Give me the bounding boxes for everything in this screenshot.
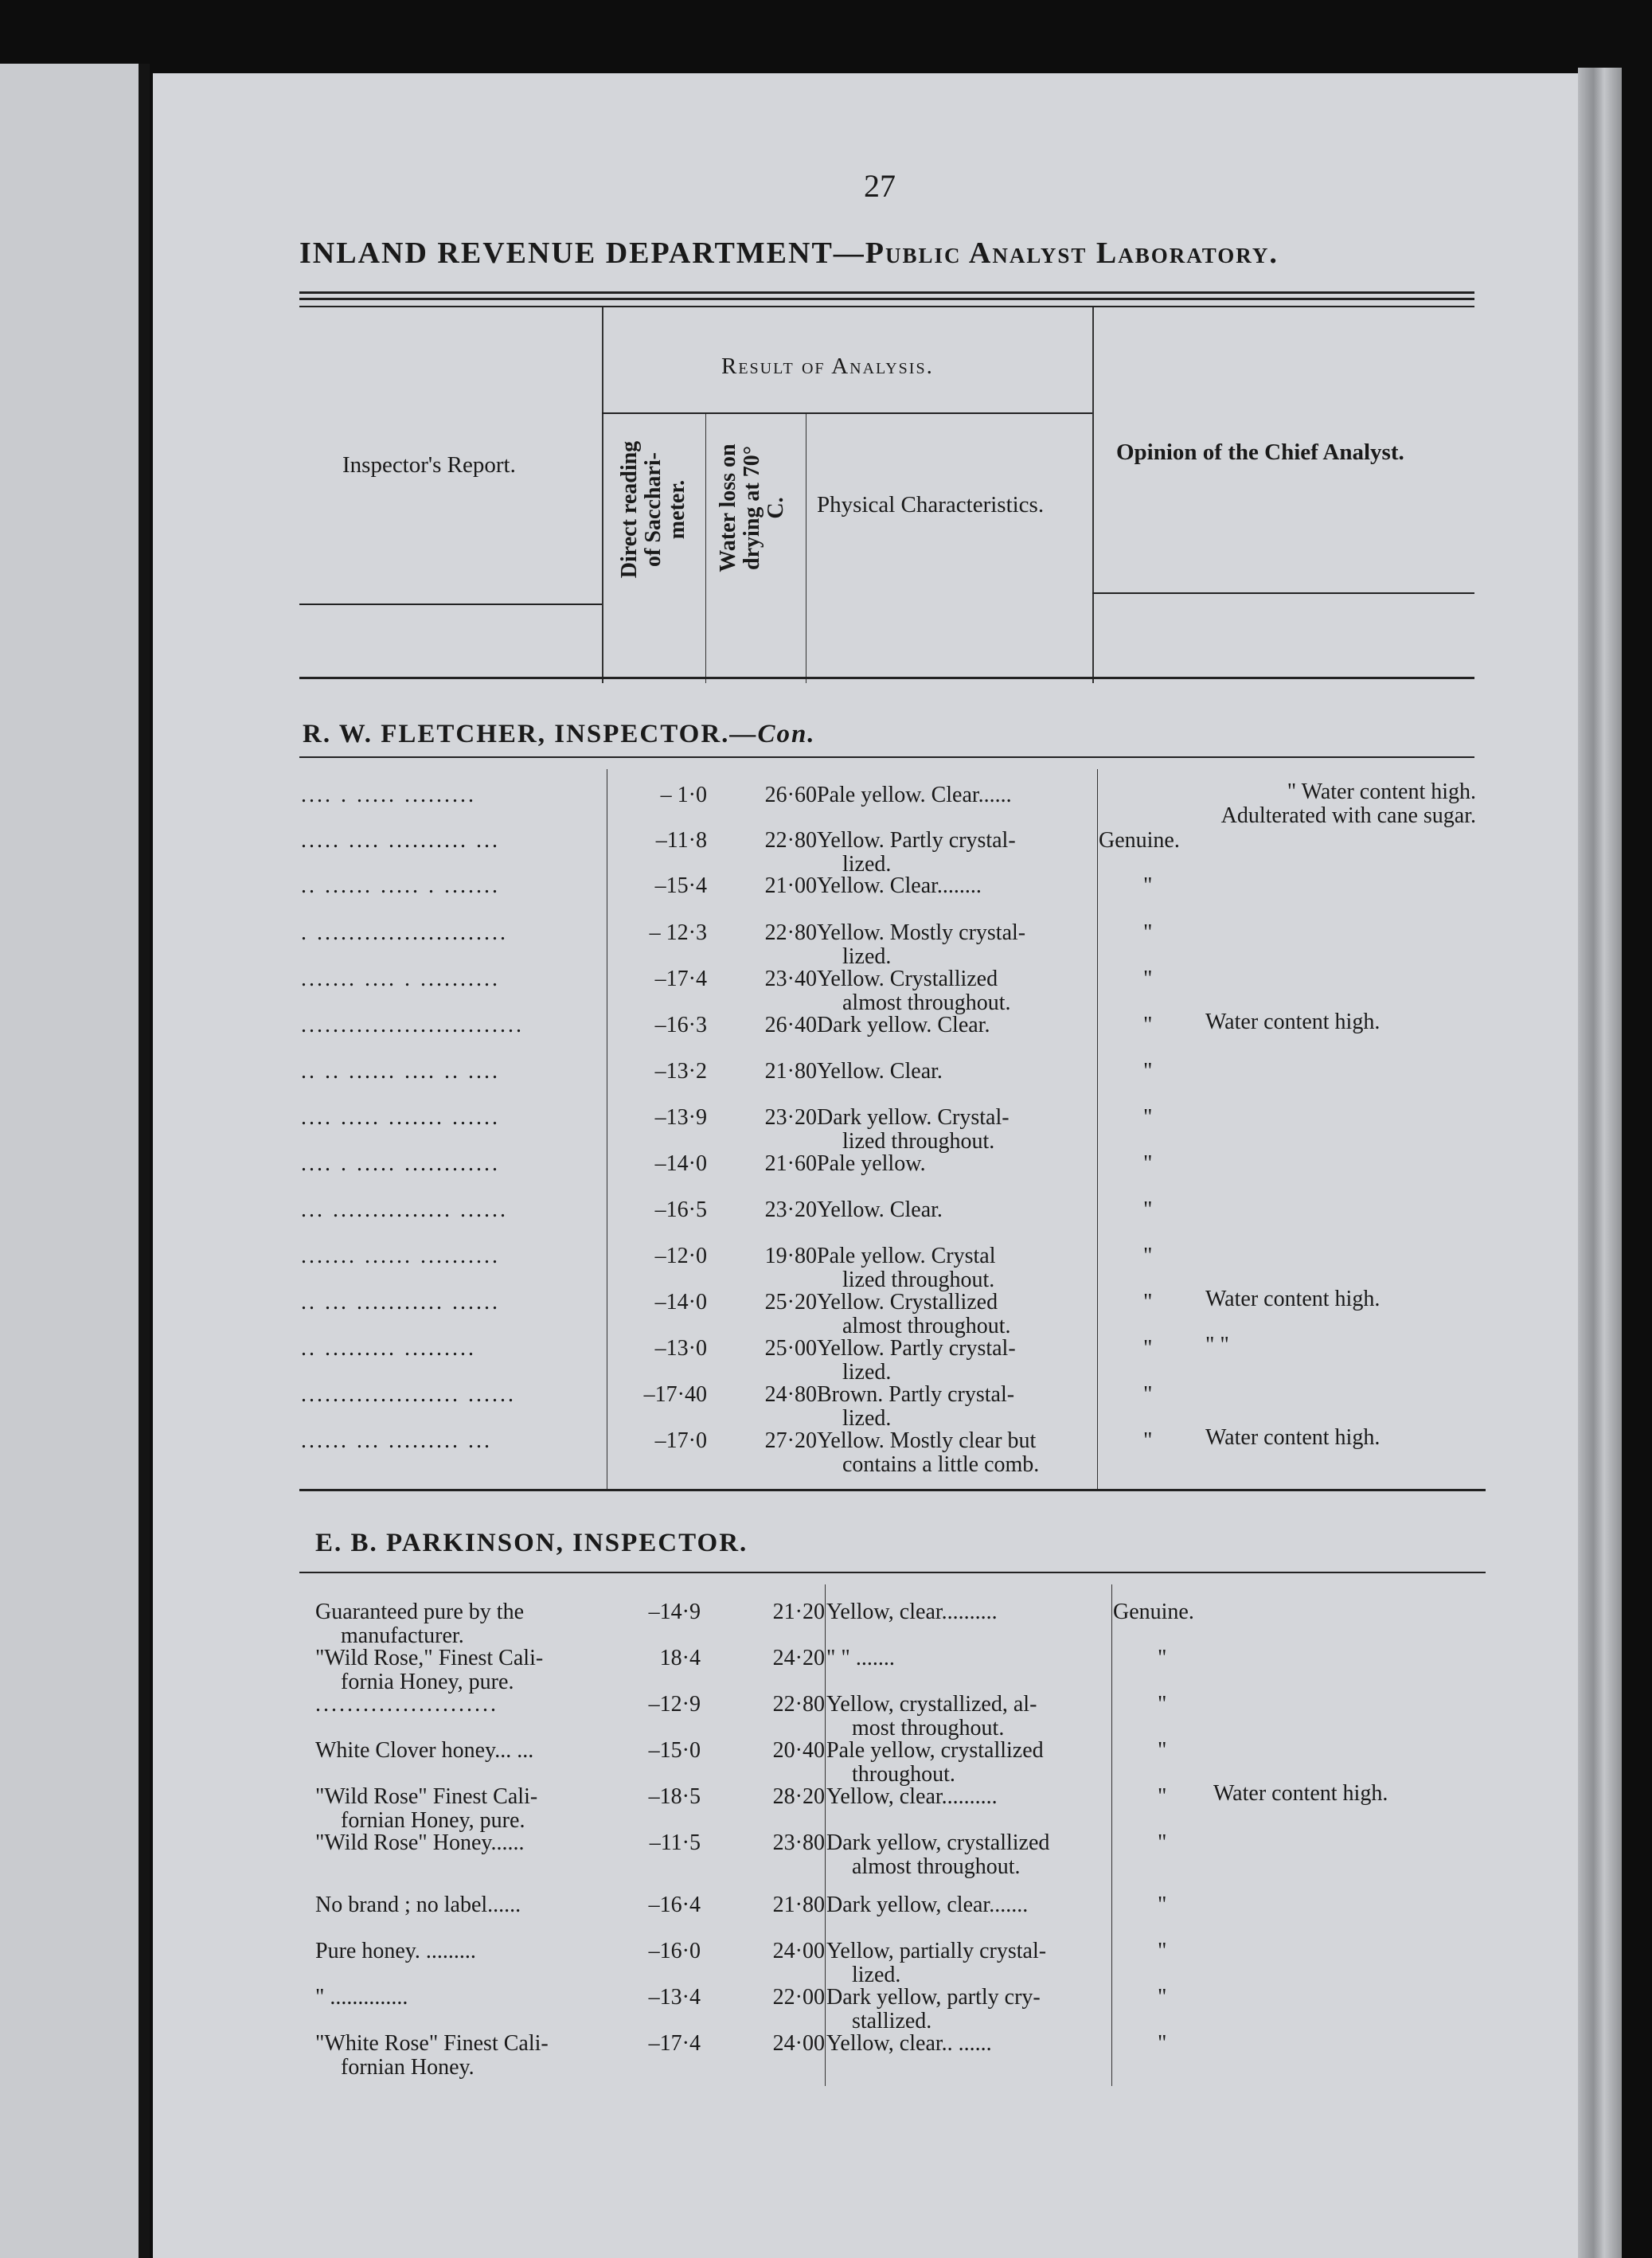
row-water-loss: 23·40 bbox=[764, 967, 817, 991]
row-opinion-text: " " bbox=[1205, 1333, 1229, 1358]
physical-line: lized. bbox=[852, 1963, 901, 1987]
row-opinion-text: Water content high. bbox=[1205, 1425, 1381, 1450]
row-opinion: " bbox=[1158, 1692, 1167, 1717]
physical-line: Pale yellow, crystallized bbox=[826, 1738, 1044, 1763]
row-report bbox=[315, 1647, 619, 1694]
row-saccharimeter: –13·9 bbox=[654, 1105, 707, 1130]
physical-line: Yellow. Clear........ bbox=[817, 873, 982, 898]
report-leader: ....... .... . .......... bbox=[301, 967, 500, 991]
row-opinion: " bbox=[1143, 1151, 1153, 1176]
row-opinion: " bbox=[1143, 1244, 1153, 1268]
row-opinion: Genuine. bbox=[1099, 828, 1180, 853]
row-water-loss: 26·40 bbox=[764, 1013, 817, 1037]
physical-line: Yellow, partially crystal- bbox=[826, 1939, 1047, 1963]
physical-line: lized throughout. bbox=[842, 1268, 995, 1292]
row-opinion: " bbox=[1143, 1197, 1153, 1222]
report-line: manufacturer. bbox=[341, 1623, 464, 1648]
physical-line: throughout. bbox=[852, 1762, 955, 1787]
physical-line: Yellow. Mostly clear but bbox=[817, 1428, 1037, 1453]
physical-line: Yellow. Mostly crystal- bbox=[817, 920, 1026, 945]
row-report bbox=[315, 1831, 619, 1855]
physical-line: Pale yellow. Clear...... bbox=[817, 783, 1012, 807]
report-leader: .. ......... ......... bbox=[301, 1336, 476, 1361]
row-report bbox=[301, 1244, 600, 1268]
row-opinion: " bbox=[1158, 1985, 1167, 2010]
header-inspector-report: Inspector's Report. bbox=[342, 452, 516, 478]
row-saccharimeter: –11·5 bbox=[649, 1830, 701, 1855]
opinion-line: Adulterated with cane sugar. bbox=[1220, 803, 1476, 828]
section-2-divider-b bbox=[1111, 1584, 1112, 2086]
row-physical bbox=[817, 1152, 1097, 1176]
section-heading-fletcher-suffix: —Con. bbox=[729, 720, 816, 748]
physical-line: Yellow. Partly crystal- bbox=[817, 1336, 1016, 1361]
row-report bbox=[315, 1893, 619, 1917]
row-saccharimeter: –15·4 bbox=[654, 873, 707, 898]
title-sep: — bbox=[833, 236, 865, 270]
row-physical bbox=[826, 1831, 1108, 1879]
row-saccharimeter: –17·4 bbox=[654, 967, 707, 991]
row-opinion: " bbox=[1158, 1830, 1167, 1855]
row-saccharimeter: –14·0 bbox=[654, 1151, 707, 1176]
physical-line: Yellow, clear.. ...... bbox=[826, 2031, 992, 2056]
row-saccharimeter: 18·4 bbox=[659, 1646, 701, 1670]
report-line: "Wild Rose" Finest Cali- bbox=[315, 1784, 538, 1809]
physical-line: Dark yellow. Clear. bbox=[817, 1013, 990, 1037]
row-water-loss: 22·00 bbox=[772, 1985, 825, 2010]
report-leader: .... . ..... ............ bbox=[301, 1151, 500, 1176]
row-report bbox=[301, 1291, 600, 1315]
report-leader: .. ...... ..... . ....... bbox=[301, 873, 500, 898]
physical-line: contains a little comb. bbox=[842, 1452, 1040, 1477]
row-saccharimeter: –17·40 bbox=[643, 1382, 707, 1407]
row-report bbox=[315, 1600, 619, 1648]
row-physical bbox=[817, 1337, 1097, 1385]
physical-line: Pale yellow. Crystal bbox=[817, 1244, 996, 1268]
row-water-loss: 21·00 bbox=[764, 873, 817, 898]
row-report bbox=[301, 783, 600, 807]
row-report bbox=[301, 1106, 600, 1130]
row-water-loss: 20·40 bbox=[772, 1738, 825, 1763]
row-water-loss: 21·20 bbox=[772, 1600, 825, 1624]
report-line: " .............. bbox=[315, 1985, 408, 2010]
row-opinion bbox=[1103, 780, 1476, 828]
row-water-loss: 21·60 bbox=[764, 1151, 817, 1176]
row-opinion-text: Water content high. bbox=[1205, 1287, 1381, 1311]
row-water-loss: 26·60 bbox=[764, 783, 817, 807]
row-opinion: " bbox=[1158, 1738, 1167, 1763]
row-report bbox=[315, 1785, 619, 1833]
row-saccharimeter: –14·0 bbox=[654, 1290, 707, 1315]
row-physical bbox=[826, 1986, 1108, 2033]
header-top-rule bbox=[299, 291, 1474, 294]
row-opinion-ditto: " bbox=[1143, 1013, 1153, 1037]
physical-line: lized. bbox=[842, 1406, 892, 1431]
row-physical bbox=[826, 1785, 1108, 1809]
page-number: 27 bbox=[864, 168, 896, 204]
report-leader: ... ............... ...... bbox=[301, 1197, 508, 1222]
physical-line: Dark yellow, clear....... bbox=[826, 1893, 1029, 1917]
row-saccharimeter: – 12·3 bbox=[649, 920, 707, 945]
row-report bbox=[315, 2032, 619, 2080]
report-leader: ....................... bbox=[315, 1692, 498, 1717]
row-opinion: " bbox=[1158, 1646, 1167, 1670]
row-physical bbox=[817, 921, 1097, 969]
physical-line: Yellow. Clear. bbox=[817, 1059, 943, 1084]
row-physical bbox=[826, 1893, 1108, 1917]
row-opinion-text: Water content high. bbox=[1205, 1010, 1381, 1034]
row-physical bbox=[826, 1600, 1108, 1624]
physical-line: Yellow, clear.......... bbox=[826, 1600, 998, 1624]
adjacent-page bbox=[0, 64, 150, 2258]
header-divider-2 bbox=[705, 414, 706, 683]
row-physical bbox=[817, 1291, 1097, 1338]
physical-line: Yellow. Partly crystal- bbox=[817, 828, 1016, 853]
report-line: "White Rose" Finest Cali- bbox=[315, 2031, 549, 2056]
row-water-loss: 24·80 bbox=[764, 1382, 817, 1407]
report-leader: ............................ bbox=[301, 1013, 524, 1037]
row-report bbox=[301, 1152, 600, 1176]
section-heading-fletcher bbox=[303, 720, 816, 749]
physical-line: Yellow. Crystallized bbox=[817, 967, 998, 991]
section-2-rule bbox=[299, 1572, 1486, 1573]
row-physical bbox=[817, 874, 1097, 898]
row-water-loss: 25·00 bbox=[764, 1336, 817, 1361]
row-saccharimeter: – 1·0 bbox=[660, 783, 707, 807]
header-direct-reading-line2: of Sacchari- bbox=[641, 452, 666, 567]
row-physical bbox=[817, 967, 1097, 1015]
row-water-loss: 21·80 bbox=[764, 1059, 817, 1084]
row-opinion: " bbox=[1158, 1939, 1167, 1963]
row-report bbox=[301, 1060, 600, 1084]
row-saccharimeter: –13·0 bbox=[654, 1336, 707, 1361]
row-report bbox=[301, 1383, 600, 1407]
title-lab: Public Analyst Laboratory. bbox=[865, 236, 1279, 270]
report-leader: .................... ...... bbox=[301, 1382, 516, 1407]
row-report bbox=[301, 1429, 600, 1453]
row-opinion: " bbox=[1143, 920, 1153, 945]
section-1-rule bbox=[299, 756, 1474, 758]
row-water-loss: 22·80 bbox=[772, 1692, 825, 1717]
header-water-loss-line1: Water loss on bbox=[716, 443, 740, 572]
physical-line: lized. bbox=[842, 944, 892, 969]
report-leader: . ........................ bbox=[301, 920, 508, 945]
row-opinion: " bbox=[1143, 1059, 1153, 1084]
row-physical bbox=[826, 1739, 1108, 1787]
report-line: No brand ; no label...... bbox=[315, 1893, 521, 1917]
row-physical bbox=[826, 1647, 1108, 1670]
report-line: Guaranteed pure by the bbox=[315, 1600, 524, 1624]
physical-line: Yellow. Crystallized bbox=[817, 1290, 998, 1315]
header-water-loss bbox=[717, 422, 788, 594]
section-1-divider-b bbox=[1097, 769, 1098, 1490]
physical-line: Dark yellow, partly cry- bbox=[826, 1985, 1041, 2010]
report-line: Pure honey. ......... bbox=[315, 1939, 476, 1963]
row-opinion: Genuine. bbox=[1113, 1600, 1194, 1624]
row-opinion: " bbox=[1143, 967, 1153, 991]
physical-line: stallized. bbox=[852, 2009, 932, 2033]
row-report bbox=[301, 1014, 600, 1037]
section-heading-parkinson bbox=[315, 1529, 748, 1558]
row-water-loss: 24·00 bbox=[772, 2031, 825, 2056]
row-water-loss: 23·20 bbox=[764, 1105, 817, 1130]
header-top-rule-2 bbox=[299, 298, 1474, 300]
physical-line: almost throughout. bbox=[842, 990, 1011, 1015]
row-saccharimeter: –13·2 bbox=[654, 1059, 707, 1084]
row-report bbox=[315, 1940, 619, 1963]
row-saccharimeter: –14·9 bbox=[648, 1600, 701, 1624]
header-divider-4 bbox=[1092, 307, 1094, 683]
physical-line: " " ....... bbox=[826, 1646, 895, 1670]
row-report bbox=[301, 1337, 600, 1361]
row-physical bbox=[817, 1106, 1097, 1154]
row-water-loss: 28·20 bbox=[772, 1784, 825, 1809]
row-opinion-ditto: " bbox=[1143, 1290, 1153, 1315]
report-leader: ....... ...... .......... bbox=[301, 1244, 500, 1268]
row-saccharimeter: –13·4 bbox=[648, 1985, 701, 2010]
physical-line: almost throughout. bbox=[842, 1314, 1011, 1338]
row-saccharimeter: –16·4 bbox=[648, 1893, 701, 1917]
row-physical bbox=[817, 1014, 1097, 1037]
header-direct-reading-line1: Direct reading bbox=[617, 440, 642, 579]
row-water-loss: 22·80 bbox=[764, 828, 817, 853]
physical-line: Pale yellow. bbox=[817, 1151, 926, 1176]
row-opinion-ditto: " bbox=[1143, 1336, 1153, 1361]
header-mid-rule-left bbox=[299, 604, 602, 605]
physical-line: lized. bbox=[842, 1360, 892, 1385]
row-saccharimeter: –16·0 bbox=[648, 1939, 701, 1963]
report-line: "Wild Rose," Finest Cali- bbox=[315, 1646, 544, 1670]
row-report bbox=[315, 1739, 619, 1763]
report-leader: .... ..... ....... ...... bbox=[301, 1105, 500, 1130]
physical-line: lized. bbox=[842, 852, 892, 877]
header-direct-reading-line3: meter. bbox=[665, 479, 689, 540]
physical-line: most throughout. bbox=[852, 1716, 1005, 1740]
page-title bbox=[299, 236, 1279, 271]
row-opinion: " bbox=[1143, 1382, 1153, 1407]
row-water-loss: 24·00 bbox=[772, 1939, 825, 1963]
row-report bbox=[301, 874, 600, 898]
header-divider-1 bbox=[602, 307, 603, 683]
header-physical: Physical Characteristics. bbox=[817, 492, 1045, 518]
row-physical bbox=[826, 2032, 1108, 2056]
row-physical bbox=[817, 1060, 1097, 1084]
row-report bbox=[315, 1693, 619, 1717]
row-water-loss: 21·80 bbox=[772, 1893, 825, 1917]
row-water-loss: 23·80 bbox=[772, 1830, 825, 1855]
row-saccharimeter: –16·3 bbox=[654, 1013, 707, 1037]
row-opinion-text: Water content high. bbox=[1213, 1781, 1388, 1806]
header-mid-rule-right bbox=[1092, 592, 1474, 594]
row-physical bbox=[826, 1693, 1108, 1740]
section-heading-parkinson-name: E. B. PARKINSON, INSPECTOR. bbox=[315, 1529, 748, 1557]
header-water-loss-line3: C. bbox=[764, 497, 788, 519]
row-physical bbox=[817, 1244, 1097, 1292]
report-line: fornian Honey. bbox=[341, 2055, 475, 2080]
section-heading-fletcher-name: R. W. FLETCHER, INSPECTOR. bbox=[303, 720, 730, 748]
physical-line: Yellow, clear.......... bbox=[826, 1784, 998, 1809]
row-saccharimeter: –12·0 bbox=[654, 1244, 707, 1268]
row-physical bbox=[817, 829, 1097, 877]
row-saccharimeter: –17·4 bbox=[648, 2031, 701, 2056]
row-water-loss: 22·80 bbox=[764, 920, 817, 945]
title-dept: INLAND REVENUE DEPARTMENT bbox=[299, 236, 834, 270]
report-line: "Wild Rose" Honey...... bbox=[315, 1830, 525, 1855]
header-top-rule-3 bbox=[299, 306, 1474, 307]
header-water-loss-line2: drying at 70° bbox=[740, 446, 764, 570]
row-opinion-ditto: " bbox=[1143, 1428, 1153, 1453]
physical-line: lized throughout. bbox=[842, 1129, 995, 1154]
page-edge bbox=[1578, 68, 1622, 2258]
row-report bbox=[301, 921, 600, 945]
row-physical bbox=[817, 783, 1097, 807]
physical-line: almost throughout. bbox=[852, 1854, 1021, 1879]
row-water-loss: 24·20 bbox=[772, 1646, 825, 1670]
row-saccharimeter: –12·9 bbox=[648, 1692, 701, 1717]
physical-line: Dark yellow. Crystal- bbox=[817, 1105, 1010, 1130]
header-opinion: Opinion of the Chief Analyst. bbox=[1116, 439, 1404, 465]
row-saccharimeter: –15·0 bbox=[648, 1738, 701, 1763]
row-physical bbox=[817, 1198, 1097, 1222]
row-physical bbox=[817, 1383, 1097, 1431]
row-opinion: " bbox=[1143, 873, 1153, 898]
report-leader: .... . ..... ......... bbox=[301, 783, 476, 807]
row-opinion: " bbox=[1143, 1105, 1153, 1130]
header-result-of-analysis: Result of Analysis. bbox=[721, 354, 934, 379]
row-saccharimeter: –18·5 bbox=[648, 1784, 701, 1809]
report-leader: ...... ... ......... ... bbox=[301, 1428, 492, 1453]
row-opinion: " bbox=[1158, 1893, 1167, 1917]
row-report bbox=[301, 1198, 600, 1222]
row-water-loss: 19·80 bbox=[764, 1244, 817, 1268]
result-underline bbox=[602, 412, 1092, 414]
row-physical bbox=[826, 1940, 1108, 1987]
report-line: White Clover honey... ... bbox=[315, 1738, 534, 1763]
header-bottom-rule bbox=[299, 677, 1474, 679]
book-spine bbox=[139, 64, 150, 2258]
section-1-bottom-rule bbox=[299, 1489, 1486, 1491]
report-leader: .. .. ...... .... .. .... bbox=[301, 1059, 500, 1084]
physical-line: Yellow, crystallized, al- bbox=[826, 1692, 1037, 1717]
row-water-loss: 25·20 bbox=[764, 1290, 817, 1315]
row-saccharimeter: –16·5 bbox=[654, 1197, 707, 1222]
header-direct-reading bbox=[618, 420, 689, 599]
row-water-loss: 23·20 bbox=[764, 1197, 817, 1222]
row-report bbox=[301, 829, 600, 853]
row-opinion-ditto: " bbox=[1158, 1784, 1167, 1809]
opinion-line: " Water content high. bbox=[1287, 779, 1476, 804]
row-report bbox=[315, 1986, 619, 2010]
row-saccharimeter: –11·8 bbox=[655, 828, 707, 853]
row-physical bbox=[817, 1429, 1097, 1477]
physical-line: Yellow. Clear. bbox=[817, 1197, 943, 1222]
row-saccharimeter: –17·0 bbox=[654, 1428, 707, 1453]
report-line: fornia Honey, pure. bbox=[341, 1670, 514, 1694]
report-line: fornian Honey, pure. bbox=[341, 1808, 525, 1833]
report-leader: .. ... ........... ...... bbox=[301, 1290, 500, 1315]
row-opinion: " bbox=[1158, 2031, 1167, 2056]
section-2-divider-a bbox=[825, 1584, 826, 2086]
row-water-loss: 27·20 bbox=[764, 1428, 817, 1453]
physical-line: Dark yellow, crystallized bbox=[826, 1830, 1050, 1855]
physical-line: Brown. Partly crystal- bbox=[817, 1382, 1015, 1407]
report-leader: ..... .... .......... ... bbox=[301, 828, 500, 853]
row-report bbox=[301, 967, 600, 991]
